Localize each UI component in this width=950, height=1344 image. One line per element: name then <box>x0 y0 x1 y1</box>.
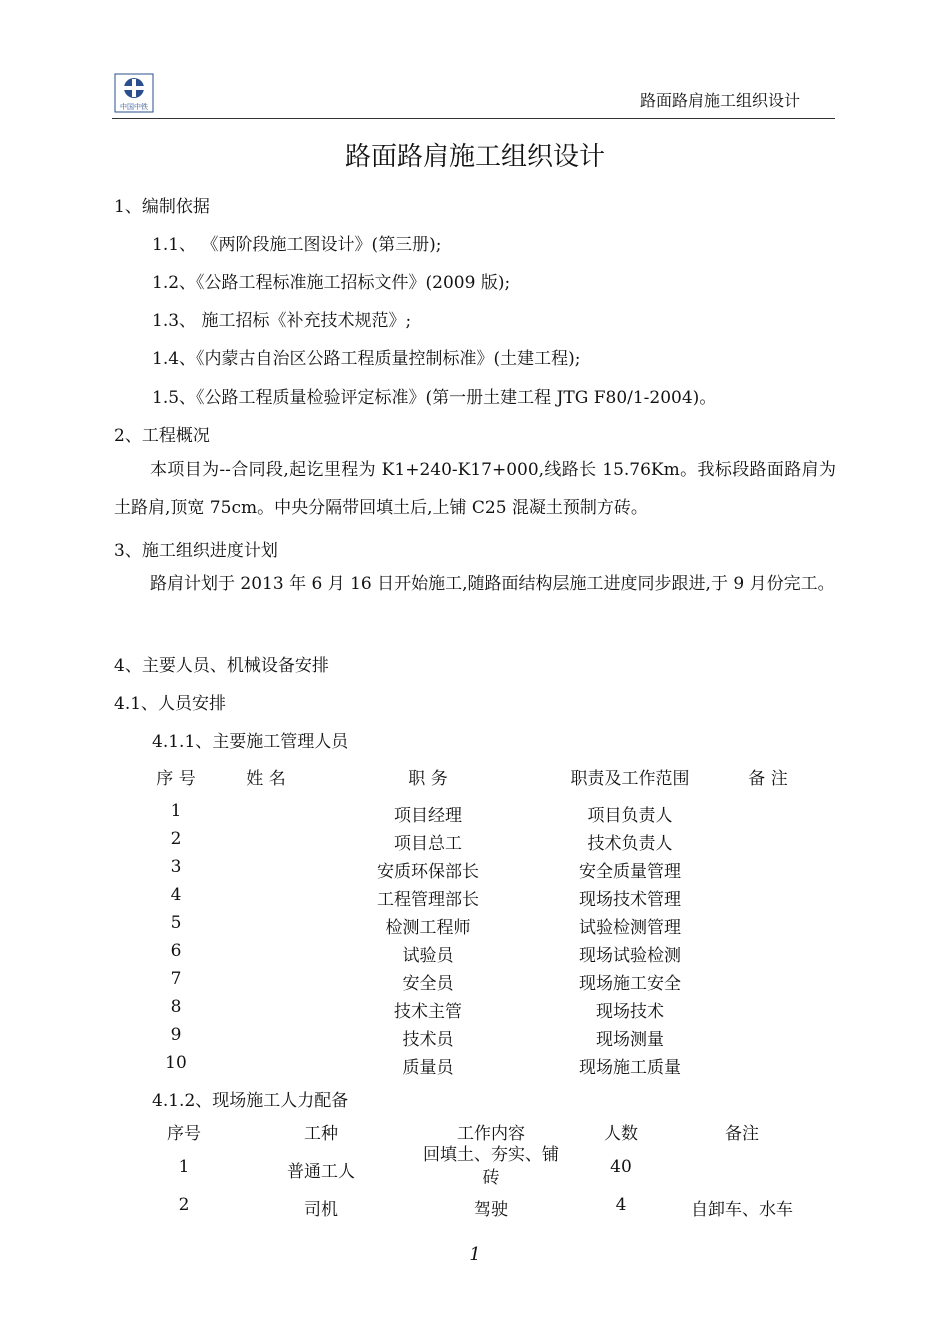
table1-row-position: 技术员 <box>402 1030 454 1050</box>
table1-row-position: 项目总工 <box>394 834 462 854</box>
section-4-1-1-heading: 4.1.1、主要施工管理人员 <box>152 732 349 752</box>
table2-row-work: 回填土、夯实、铺砖 <box>423 1145 559 1188</box>
section-4-1-2-heading: 4.1.2、现场施工人力配备 <box>152 1091 349 1111</box>
reference-1-2: 1.2、《公路工程标准施工招标文件》(2009 版); <box>152 273 511 293</box>
table1-row-position: 工程管理部长 <box>377 890 479 910</box>
table1-row-duties: 现场技术管理 <box>579 890 681 910</box>
reference-1-3: 1.3、 施工招标《补充技术规范》; <box>152 311 412 331</box>
table2-row-count: 40 <box>610 1157 632 1177</box>
section-2-heading: 2、工程概况 <box>114 426 210 446</box>
table2-row-trade: 普通工人 <box>287 1162 355 1182</box>
table2-header-work: 工作内容 <box>457 1124 525 1144</box>
reference-1-4: 1.4、《内蒙古自治区公路工程质量控制标准》(土建工程); <box>152 349 581 369</box>
schedule-paragraph: 路肩计划于 2013 年 6 月 16 日开始施工,随路面结构层施工进度同步跟进,于 9 月份完工。 <box>150 574 835 594</box>
table1-row-no: 5 <box>170 913 182 933</box>
section-3-heading: 3、施工组织进度计划 <box>114 541 278 561</box>
section-1-heading: 1、编制依据 <box>114 197 210 217</box>
table1-row-position: 技术主管 <box>394 1002 462 1022</box>
table1-row-no: 8 <box>170 997 182 1017</box>
table1-row-duties: 现场技术 <box>596 1002 664 1022</box>
table2-header-remarks: 备注 <box>725 1124 759 1144</box>
table1-row-no: 7 <box>170 969 182 989</box>
table2-row-no: 1 <box>178 1157 190 1177</box>
document-title: 路面路肩施工组织设计 <box>344 142 605 172</box>
table1-row-duties: 现场测量 <box>596 1030 664 1050</box>
table1-row-position: 检测工程师 <box>385 918 471 938</box>
table2-header-trade: 工种 <box>304 1124 338 1144</box>
header-divider <box>112 118 835 119</box>
page-number: 1 <box>469 1244 481 1265</box>
svg-text:中国中铁: 中国中铁 <box>120 103 148 111</box>
table1-row-duties: 安全质量管理 <box>579 862 681 882</box>
table1-row-no: 6 <box>170 941 182 961</box>
table1-row-no: 9 <box>170 1025 182 1045</box>
header-title: 路面路肩施工组织设计 <box>640 91 801 110</box>
table1-row-no: 2 <box>170 829 182 849</box>
table1-row-no: 3 <box>170 857 182 877</box>
project-overview-paragraph: 本项目为--合同段,起讫里程为 K1+240-K17+000,线路长 15.76Km。我标段路面路肩为土路肩,顶宽 75cm。中央分隔带回填土后,上铺 C25 混凝土预制方砖。 <box>114 460 836 518</box>
table1-row-position: 安全员 <box>402 974 454 994</box>
table1-header-duties: 职责及工作范围 <box>570 769 690 789</box>
table2-header-count: 人数 <box>604 1124 638 1144</box>
table1-header-name: 姓 名 <box>246 769 286 789</box>
table1-header-no: 序 号 <box>156 769 196 789</box>
company-logo <box>114 73 154 113</box>
table1-row-duties: 现场施工安全 <box>579 974 681 994</box>
table1-row-duties: 项目负责人 <box>587 806 673 826</box>
table1-row-duties: 现场施工质量 <box>579 1058 681 1078</box>
table1-row-duties: 技术负责人 <box>587 834 673 854</box>
table1-row-position: 安质环保部长 <box>377 862 479 882</box>
section-4-heading: 4、主要人员、机械设备安排 <box>114 656 329 676</box>
table1-row-duties: 现场试验检测 <box>579 946 681 966</box>
table1-row-no: 1 <box>170 801 182 821</box>
table1-header-position: 职 务 <box>408 769 448 789</box>
reference-1-1: 1.1、 《两阶段施工图设计》(第三册); <box>152 235 442 255</box>
table2-row-remarks: 自卸车、水车 <box>691 1200 793 1220</box>
table2-row-work: 驾驶 <box>474 1200 508 1220</box>
table2-row-count: 4 <box>615 1195 627 1215</box>
reference-1-5: 1.5、《公路工程质量检验评定标准》(第一册土建工程 JTG F80/1-2004)。 <box>152 388 717 408</box>
table1-row-position: 质量员 <box>402 1058 454 1078</box>
table2-row-trade: 司机 <box>304 1200 338 1220</box>
table2-header-no: 序号 <box>167 1124 201 1144</box>
table1-row-no: 10 <box>165 1053 187 1073</box>
table1-row-position: 试验员 <box>402 946 454 966</box>
table2-row-no: 2 <box>178 1195 190 1215</box>
table1-row-duties: 试验检测管理 <box>579 918 681 938</box>
table1-row-no: 4 <box>170 885 182 905</box>
section-4-1-heading: 4.1、人员安排 <box>114 694 227 714</box>
table1-header-remarks: 备 注 <box>748 769 788 789</box>
table1-row-position: 项目经理 <box>394 806 462 826</box>
